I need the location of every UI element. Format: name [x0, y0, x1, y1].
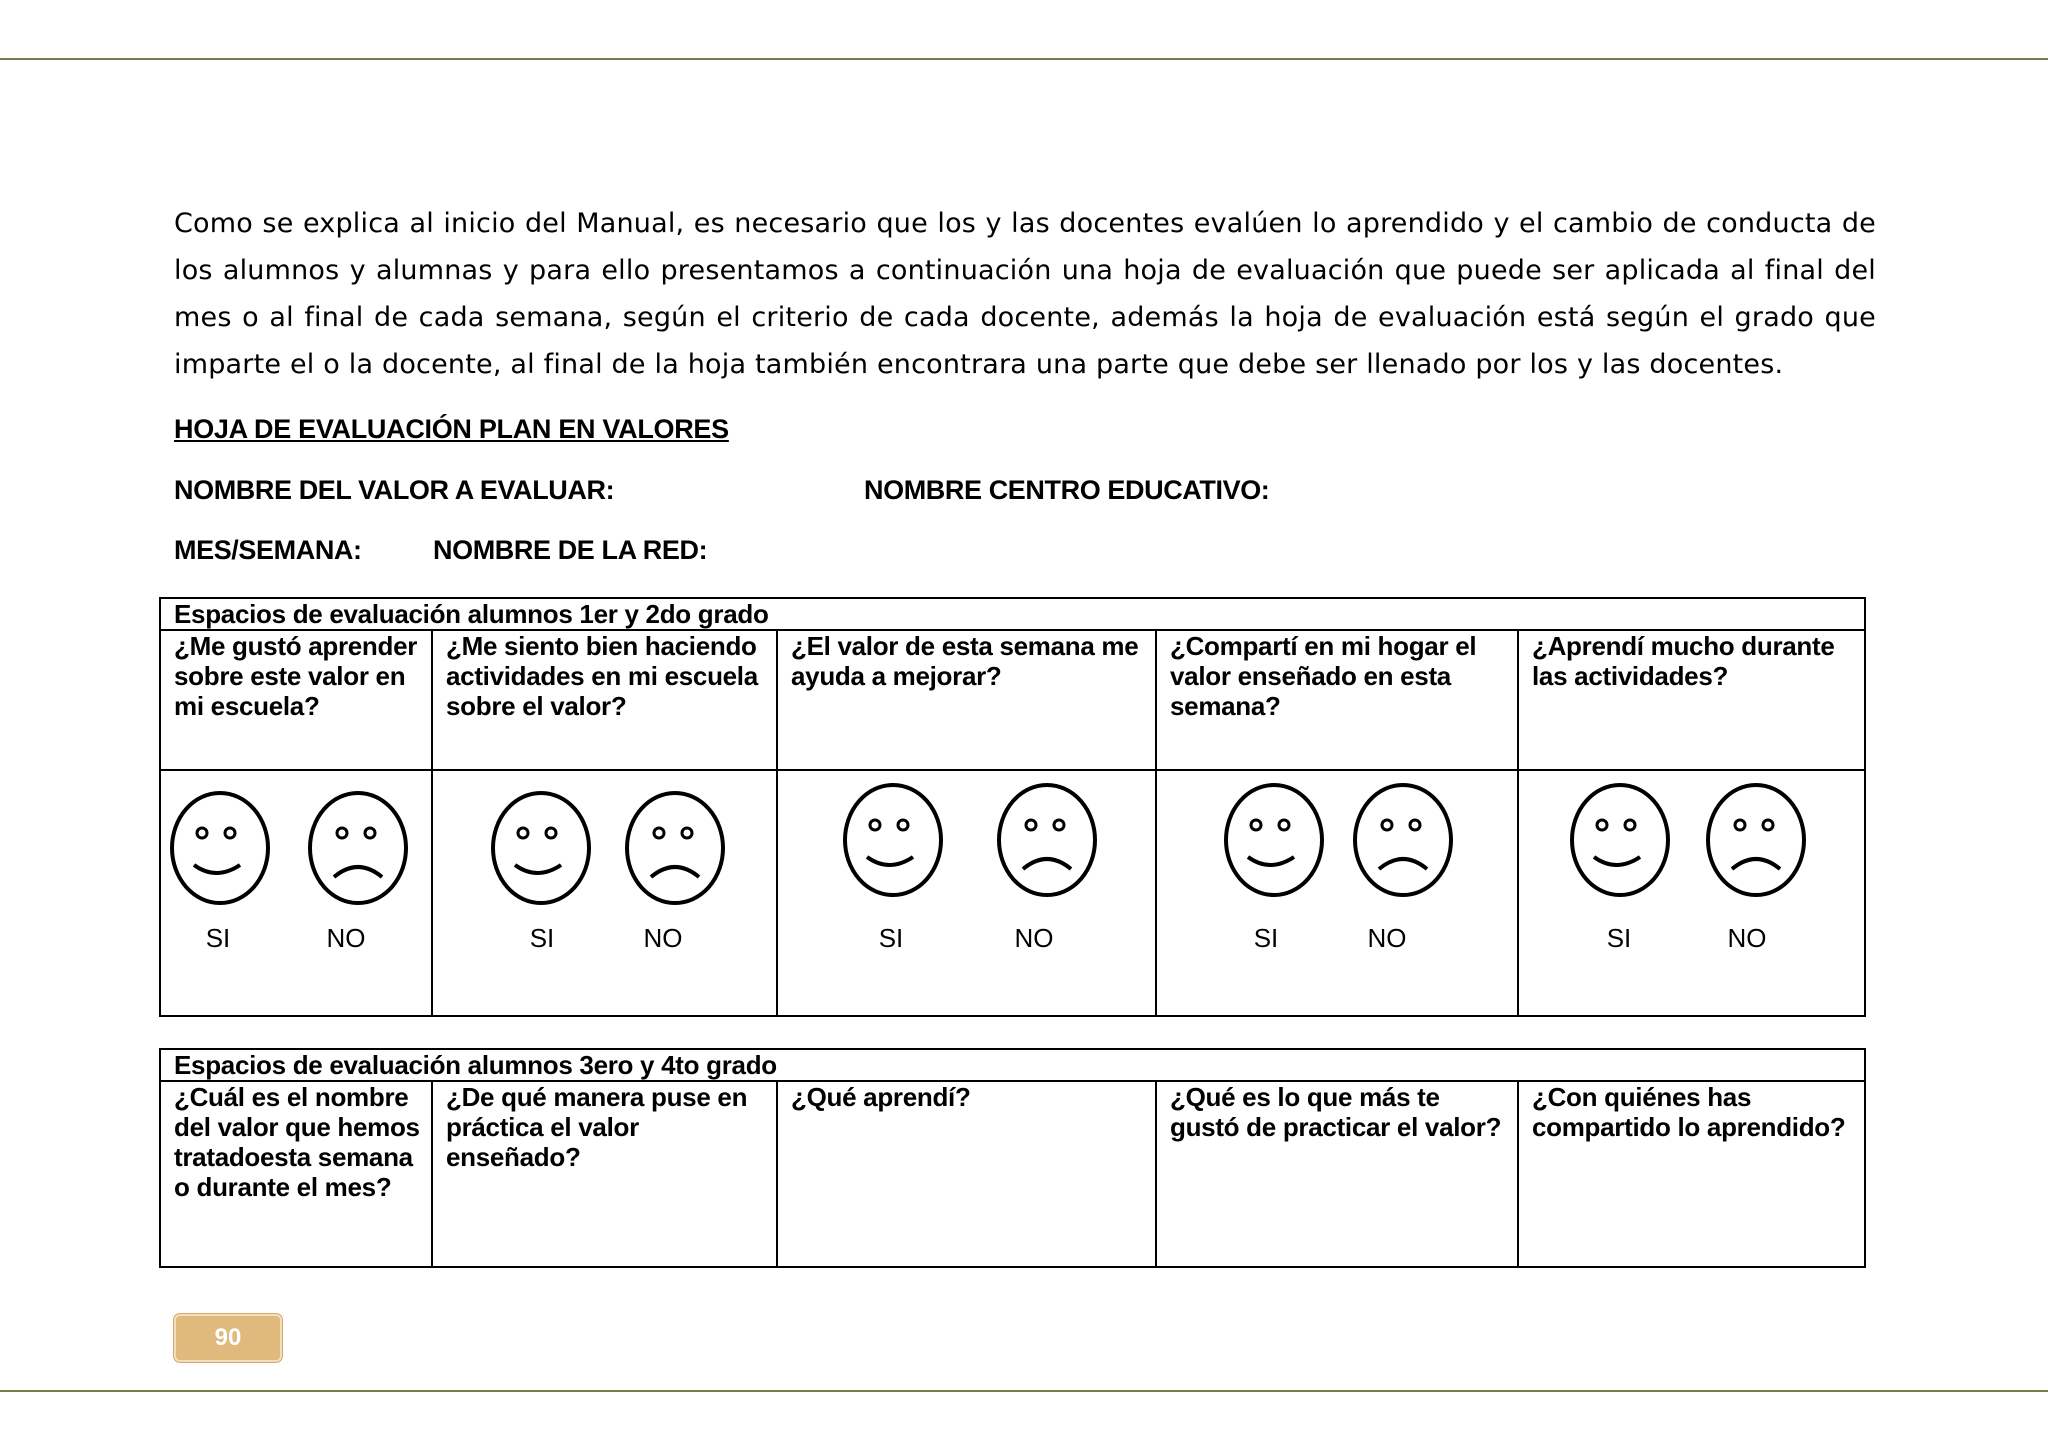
page-number: 90 [174, 1314, 282, 1362]
happy-face-icon[interactable] [1568, 781, 1672, 899]
question-cell[interactable]: ¿Con quiénes has compartido lo aprendido? [1518, 1081, 1865, 1267]
question-cell: ¿Me siento bien haciendo actividades en mi escuela sobre el valor? [432, 630, 777, 770]
question-cell[interactable]: ¿Qué es lo que más te gustó de practicar el valor? [1156, 1081, 1518, 1267]
question-cell[interactable]: ¿Cuál es el nombre del valor que hemos tratadoesta semana o durante el mes? [160, 1081, 432, 1267]
sad-face-icon[interactable] [623, 789, 727, 907]
sad-face-icon[interactable] [995, 781, 1099, 899]
question-cell[interactable]: ¿De qué manera puse en práctica el valor enseñado? [432, 1081, 777, 1267]
happy-face-icon[interactable] [168, 789, 272, 907]
no-label: NO [1727, 923, 1767, 953]
answer-cell [1518, 770, 1865, 1016]
answer-cell [160, 770, 432, 1016]
no-label: NO [1014, 923, 1054, 953]
evaluation-table-1st-2nd [159, 597, 1866, 1017]
yes-label: SI [1606, 923, 1632, 953]
table-title: Espacios de evaluación alumnos 3ero y 4to grado [160, 1049, 1865, 1081]
sad-face-icon[interactable] [306, 789, 410, 907]
label-centro: NOMBRE CENTRO EDUCATIVO: [864, 475, 1270, 505]
question-cell: ¿El valor de esta semana me ayuda a mejorar? [777, 630, 1156, 770]
label-mes: MES/SEMANA: [174, 535, 362, 565]
sad-face-icon[interactable] [1351, 781, 1455, 899]
table-title: Espacios de evaluación alumnos 1er y 2do grado [160, 598, 1865, 630]
evaluation-table-3rd-4th [159, 1048, 1866, 1268]
happy-face-icon[interactable] [1222, 781, 1326, 899]
label-valor: NOMBRE DEL VALOR A EVALUAR: [174, 475, 615, 505]
sad-face-icon[interactable] [1704, 781, 1808, 899]
happy-face-icon[interactable] [489, 789, 593, 907]
yes-label: SI [205, 923, 231, 953]
answer-cell [1156, 770, 1518, 1016]
label-red: NOMBRE DE LA RED: [433, 535, 708, 565]
intro-paragraph: Como se explica al inicio del Manual, es necesario que los y las docentes evalúen lo aprendido y el cambio de conducta de los alumnos y alumnas y para ello presentamos a continuación una hoja de evaluación que puede ser aplicada al final del mes o al final de cada semana, según el criterio de cada docente, además la hoja de evaluación está según el grado que imparte el o la docente, al final de la hoja también encontrara una parte que debe ser llenado por los y las docentes. [174, 208, 1876, 380]
happy-face-icon[interactable] [841, 781, 945, 899]
answer-cell [432, 770, 777, 1016]
question-cell[interactable]: ¿Qué aprendí? [777, 1081, 1156, 1267]
no-label: NO [326, 923, 366, 953]
yes-label: SI [1253, 923, 1279, 953]
yes-label: SI [878, 923, 904, 953]
question-cell: ¿Compartí en mi hogar el valor enseñado en esta semana? [1156, 630, 1518, 770]
sheet-heading: HOJA DE EVALUACIÓN PLAN EN VALORES [174, 414, 729, 444]
answer-cell [777, 770, 1156, 1016]
question-cell: ¿Aprendí mucho durante las actividades? [1518, 630, 1865, 770]
no-label: NO [643, 923, 683, 953]
bottom-rule [0, 1390, 2048, 1392]
top-rule [0, 58, 2048, 60]
yes-label: SI [529, 923, 555, 953]
question-cell: ¿Me gustó aprender sobre este valor en mi escuela? [160, 630, 432, 770]
no-label: NO [1367, 923, 1407, 953]
